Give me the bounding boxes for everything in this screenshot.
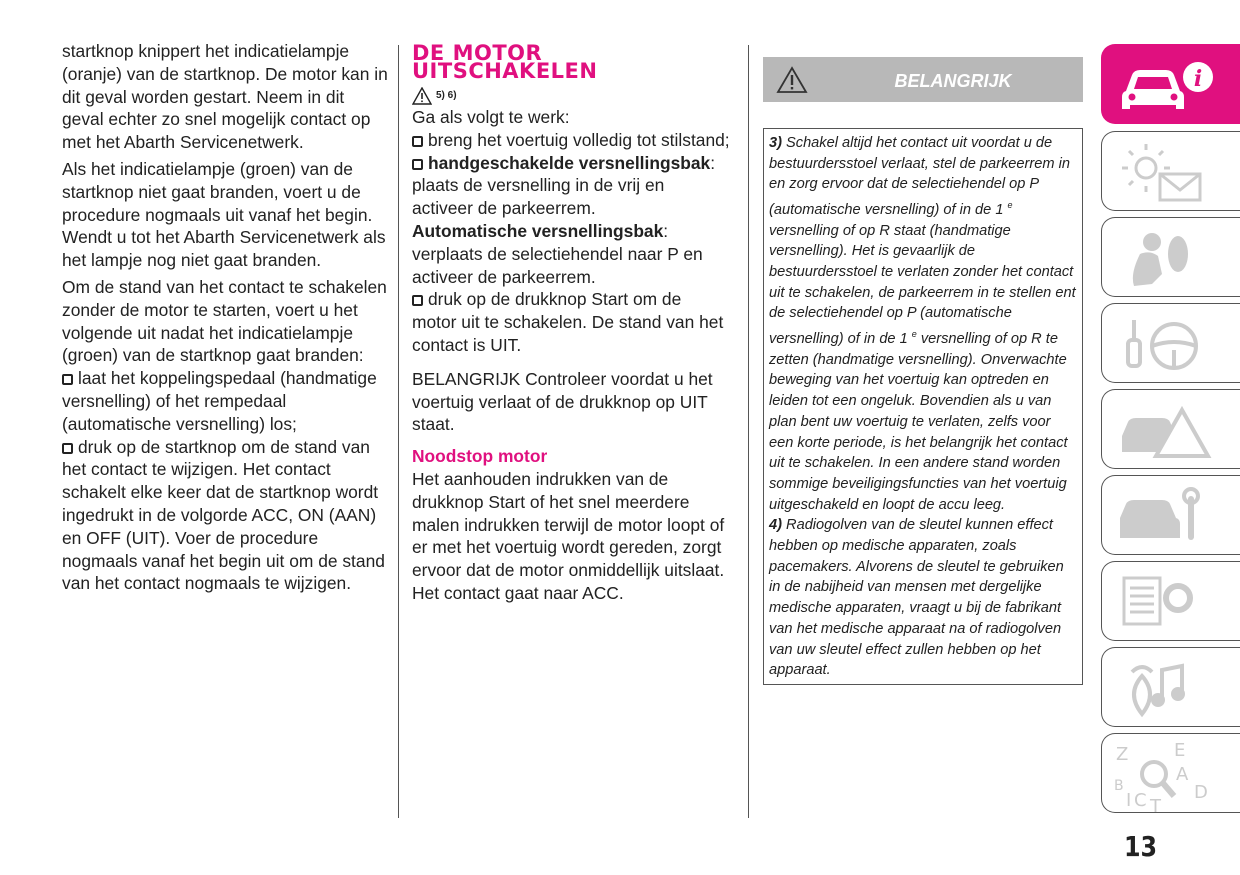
page-number: 13 [1124, 830, 1158, 863]
car-info-icon [1112, 51, 1222, 117]
index-letter: E [1174, 740, 1186, 761]
index-letter: I [1126, 790, 1132, 811]
multimedia-icon [1112, 654, 1212, 720]
alphabet-index-icon [1112, 740, 1222, 816]
checkbox-bullet-icon [62, 443, 73, 454]
tab-safety[interactable] [1101, 217, 1240, 297]
tab-car-info[interactable] [1101, 44, 1240, 124]
checkbox-bullet-icon [412, 295, 423, 306]
paragraph: Automatische versnellingsbak: verplaats de selectiehendel naar P en activeer de parkeerrem. [412, 220, 703, 287]
tab-emergency[interactable] [1101, 475, 1240, 555]
tab-specs[interactable] [1101, 561, 1240, 641]
bullet-item: laat het koppelingspedaal (handmatige versnelling) of het rempedaal (automatische versnelling) los; [62, 368, 377, 434]
index-letter: D [1194, 782, 1208, 803]
index-letter: C [1134, 790, 1147, 811]
specs-gear-icon [1112, 568, 1212, 634]
bullet-item: druk op de drukknop Start om de motor uit te schakelen. De stand van het contact is UIT. [412, 289, 724, 355]
bullet-item: breng het voertuig volledig tot stilstand; [412, 129, 730, 152]
warning-text: 3) Schakel altijd het contact uit voordat u de bestuurdersstoel verlaat, stel de parkeerrem in en zorg ervoor dat de selectiehendel op P (automatische versnelling) of in de 1 $^e$ versnelling of op R staat (handmatige versnelling). Het is gevaarlijk de bestuurdersstoel te verlaten zonder het contact uit te schakelen, de parkeerrem in te stellen ent de selectiehendel op P (automatische versnelling) of in de 1 $^e$ versnelling of op R te zetten (handmatige versnelling). Onverwachte beweging van het voertuig kan optreden en leiden tot een ongeluk. Bovendien als u van plan bent uw voertuig te verlaten, zelfs voor een korte periode, is het belangrijk het contact uit te schakelen. In een andere stand worden sommige beveiligingsfuncties van het voertuig uitgeschakeld en loopt de accu leeg. 4) Radiogolven van de sleutel kunnen effect hebben op medische apparaten, zoals pacemakers. Alvorens de sleutel te gebruiken in de nabijheid van mensen met dergelijke medische apparaten, vraagt u bij de fabrikant van het medische apparaat na of radiogolven van uw sleutel effect zullen hebben op het apparaat. [763, 128, 1083, 685]
middle-column [412, 40, 730, 605]
car-wrench-icon [1112, 482, 1212, 548]
bullet-item: druk op de startknop om de stand van het contact te wijzigen. Het contact schakelt elke keer dat de startknop wordt ingedrukt in de volgorde ACC, ON (AAN) en OFF (UIT). Voer de procedure nogmaals vanaf het begin uit om de stand van het contact nogmaals te wijzigen. [62, 436, 385, 594]
index-letter: Z [1116, 744, 1129, 765]
warning-refs: 5) 6) [412, 84, 730, 106]
left-column [62, 40, 388, 595]
lights-envelope-icon [1112, 138, 1212, 204]
column-divider [398, 45, 399, 818]
sub-heading: Noodstop motor [412, 446, 548, 467]
warning-title: BELANGRIJK [894, 71, 1012, 91]
checkbox-bullet-icon [62, 374, 73, 385]
tab-index[interactable] [1101, 733, 1240, 816]
tab-start-driving[interactable] [1101, 303, 1240, 383]
index-letter: T [1150, 796, 1161, 816]
paragraph: startknop knippert het indicatielampje (oranje) van de startknop. De motor kan in dit geval worden gestart. Neem in dit geval echter zo snel mogelijk contact op met het Abarth Servicenetwerk. [62, 41, 388, 153]
car-warning-triangle-icon [1112, 396, 1212, 462]
tab-multimedia[interactable] [1101, 647, 1240, 727]
airbag-seat-icon [1112, 224, 1212, 290]
column-divider [748, 45, 749, 818]
section-title: DE MOTOR UITSCHAKELEN [412, 41, 598, 83]
index-letter: A [1176, 764, 1189, 785]
key-steering-wheel-icon [1112, 310, 1212, 376]
bullet-item: handgeschakelde versnellingsbak: plaats de versnelling in de vrij en activeer de parkeerrem. [412, 152, 716, 219]
checkbox-bullet-icon [412, 136, 423, 147]
warning-header [763, 57, 1083, 102]
paragraph: Om de stand van het contact te schakelen zonder de motor te starten, voert u het volgende uit nadat het indicatielampje (groen) van de startknop gaat branden: [62, 276, 387, 366]
paragraph: Ga als volgt te werk: [412, 107, 570, 127]
tab-lights[interactable] [1101, 131, 1240, 211]
svg-text:i: i [1193, 66, 1203, 92]
warning-box [763, 57, 1083, 685]
checkbox-bullet-icon [412, 159, 423, 170]
warning-triangle-icon [412, 87, 432, 105]
tab-warnings[interactable] [1101, 389, 1240, 469]
index-letter: B [1114, 778, 1124, 794]
paragraph: Het aanhouden indrukken van de drukknop Start of het snel meerdere malen indrukken terwijl de motor loopt of er met het voertuig wordt gereden, zorgt ervoor dat de motor onmiddellijk uitslaat. Het contact gaat naar ACC. [412, 468, 725, 603]
paragraph: Als het indicatielampje (groen) van de startknop niet gaat branden, voert u de procedure nogmaals uit vanaf het begin. Wendt u tot het Abarth Servicenetwerk als het lampje nog niet gaat branden. [62, 158, 386, 271]
important-note: BELANGRIJK Controleer voordat u het voertuig verlaat of de drukknop op UIT staat. [412, 368, 713, 435]
